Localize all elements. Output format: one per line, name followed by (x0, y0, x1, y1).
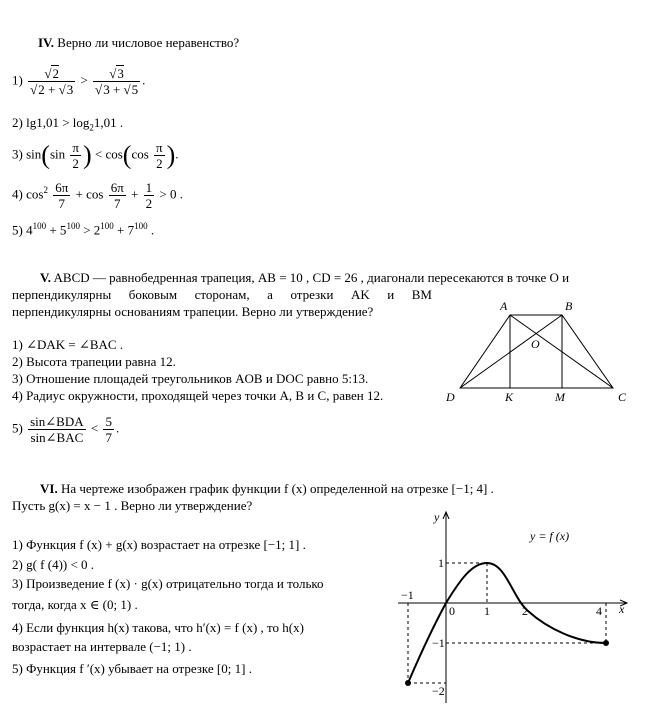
s4-fraction-1: $\frac{√2}{√2 + √3}$ (30, 66, 74, 97)
s4-item-3-label: 3) (12, 146, 23, 162)
diagonal-bd (460, 315, 562, 388)
s5-item-1: 1) ∠DAK = ∠BAC . (12, 337, 124, 352)
section-5-intro-line-1 (40, 270, 569, 286)
section-5-number: V. (40, 270, 51, 285)
vertex-label-c: C (618, 390, 627, 404)
vertex-label-o: O (531, 337, 540, 351)
vertex-label-d: D (446, 390, 455, 404)
section-6-intro-line-1 (40, 481, 494, 497)
vertex-label-k: K (505, 390, 514, 404)
s4-item-5: 5) $4^{100} + 5^{100} > 2^{100} + 7^{100}$ . (12, 221, 155, 238)
s5-item-3: 3) Отношение площадей треугольников AOB и DOC равно 5:13. (12, 371, 369, 386)
section-4-title: Верно ли числовое неравенство? (57, 35, 240, 50)
tick-x-2: 2 (522, 604, 528, 618)
s4-item-3: 3) sin(sin $\frac{\pi}{2}$ ) < cos(cos $\frac{\pi}{2}$ ). (12, 140, 179, 171)
section-5-intro-text-1: ABCD — равнобедренная трапеция, AB = 10 , CD = 26 , диагонали пересекаются в точке O и (53, 270, 570, 285)
tick-x-neg1: −1 (401, 588, 414, 602)
function-curve (408, 563, 606, 683)
endpoint-right (603, 640, 609, 646)
function-graph (388, 505, 640, 710)
s4-item-2-label: 2) (12, 115, 23, 130)
s4-item-4-label: 4) (12, 186, 23, 202)
section-5-intro-line-2: перпендикулярны боковым сторонам, а отрезки AK и BM (12, 287, 432, 302)
s6-item-1: 1) Функция f (x) + g(x) возрастает на отрезке [−1; 1] . (12, 537, 306, 552)
section-6-intro-line-2: Пусть g(x) = x − 1 . Верно ли утверждение? (12, 498, 253, 513)
s5-item-4: 4) Радиус окружности, проходящей через точки A, B и C, равен 12. (12, 388, 384, 403)
section-4-number: IV. (38, 35, 55, 50)
y-axis-label: y (434, 510, 440, 524)
tick-y-neg1: −1 (432, 636, 445, 650)
s6-item-4-line-2: возрастает на интервале (−1; 1) . (12, 639, 192, 654)
tick-y-1: 1 (438, 556, 444, 570)
tick-x-4: 4 (596, 604, 602, 618)
s5-item-5: 5) $\frac{\text{sin∠BDA}}{\text{sin∠BAC}}$ < $\frac{5}{7}$ . (12, 414, 120, 445)
s4-item-2: 2) $\lg 1,01 > \log_21,01$ . (12, 115, 124, 133)
section-5-intro-line-3: перпендикулярны основаниям трапеции. Верно ли утверждение? (12, 304, 374, 319)
s4-fraction-2: $\frac{√3}{√3 + √5}$ (95, 66, 139, 97)
s6-item-3-line-1: 3) Произведение f (x) · g(x) отрицательно тогда и только (12, 576, 324, 591)
s6-item-4-line-1: 4) Если функция h(x) такова, что h′(x) = f (x) , то h(x) (12, 620, 304, 635)
section-6-number: VI. (40, 481, 58, 496)
endpoint-left (405, 680, 411, 686)
s6-item-5: 5) Функция f ′(x) убывает на отрезке [0; 1] . (12, 661, 252, 676)
trapezoid-diagram (440, 295, 640, 410)
tick-y-neg2: −2 (432, 684, 445, 698)
s5-item-2: 2) Высота трапеции равна 12. (12, 354, 176, 369)
x-axis-label: x (619, 602, 625, 616)
function-label: y = f (x) (530, 529, 570, 543)
s5-item-5-label: 5) (12, 420, 23, 436)
s6-item-3-line-2: тогда, когда x ∈ (0; 1) . (12, 597, 138, 612)
s4-item-5-label: 5) (12, 222, 23, 238)
trapezoid-outline (460, 315, 613, 388)
vertex-label-a: A (500, 299, 508, 313)
section-6-intro-text-1: На чертеже изображен график функции f (x) определенной на отрезке [−1; 4] . (60, 481, 494, 496)
section-4-heading (38, 35, 239, 51)
tick-x-1: 1 (484, 604, 490, 618)
s4-item-1-label: 1) (12, 72, 23, 88)
s6-item-2: 2) g( f (4)) < 0 . (12, 557, 95, 572)
s4-item-4: 4) $\cos^2$ $\frac{6\pi}{7}$ + cos $\frac{6\pi}{7}$ + $\frac{1}{2}$ > 0 . (12, 180, 183, 211)
tick-x-0: 0 (449, 604, 455, 618)
vertex-label-m: M (555, 390, 565, 404)
vertex-label-b: B (565, 299, 573, 313)
s4-item-1: 1) $\frac{√2}{√2 + √3}$ > $\frac{√3}{√3 + √5}$ . (12, 66, 146, 97)
